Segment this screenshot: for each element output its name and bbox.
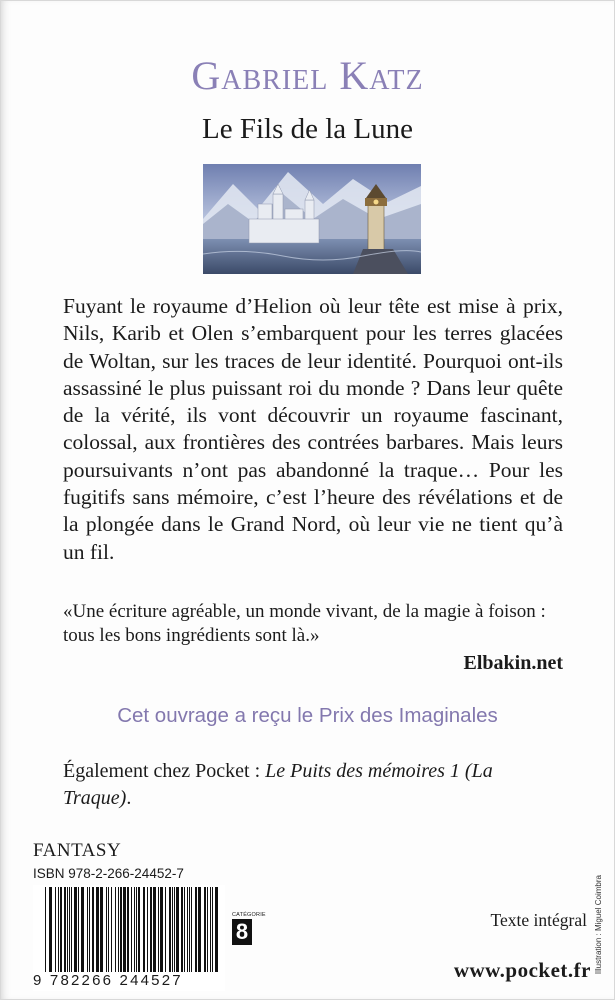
barcode-bar	[212, 887, 213, 973]
barcode-bar	[87, 887, 88, 973]
barcode-bar	[71, 887, 72, 973]
barcode-bar	[143, 887, 145, 973]
barcode-bar	[181, 887, 183, 973]
barcode-bar	[138, 887, 140, 973]
barcode-bar	[78, 887, 79, 973]
barcode-bar	[210, 887, 211, 973]
barcode-bar	[169, 887, 171, 973]
also-book-title: Le Puits des mémoires 1 (La Traque)	[63, 760, 493, 809]
barcode-bar	[89, 887, 90, 973]
isbn: ISBN 978-2-266-24452-7	[33, 866, 184, 881]
barcode-bar	[81, 887, 84, 973]
prize-notice: Cet ouvrage a reçu le Prix des Imaginales	[117, 704, 498, 727]
barcode-bar	[150, 887, 152, 973]
barcode-bar	[49, 887, 52, 973]
also-suffix: .	[126, 787, 132, 809]
cover-illustration	[203, 164, 421, 274]
review-quote: «Une écriture agréable, un monde vivant, de la magie à foison : tous les bons ingrédients sont là.»	[63, 601, 546, 646]
publisher-website[interactable]: www.pocket.fr	[453, 958, 591, 982]
barcode-bar	[127, 887, 129, 973]
review-source: Elbakin.net	[463, 652, 563, 674]
barcode-bar	[115, 887, 116, 973]
barcode-bar	[100, 887, 103, 973]
barcode-bar	[187, 887, 188, 973]
barcode-bar	[58, 887, 59, 973]
barcode-bar	[69, 887, 70, 973]
barcode-bar	[184, 887, 185, 973]
barcode-bar	[64, 887, 66, 973]
barcode-bar	[176, 887, 179, 973]
author-name: Gabriel Katz	[191, 53, 424, 98]
barcode-bar	[131, 887, 132, 973]
barcode-bar	[67, 887, 68, 973]
barcode-bar	[147, 887, 148, 973]
barcode-bar	[123, 887, 126, 973]
barcode-bar	[60, 887, 62, 973]
barcode-bar	[215, 887, 218, 973]
barcode-bar	[189, 887, 190, 973]
barcode-bar	[153, 887, 156, 973]
category-number: 8	[232, 919, 252, 945]
barcode-bar	[207, 887, 208, 973]
illustration-credit: Illustration : Miguel Coimbra	[594, 875, 603, 975]
barcode-bar	[120, 887, 122, 973]
barcode-bar	[158, 887, 159, 973]
genre-label: FANTASY	[33, 840, 122, 861]
barcode-bar	[198, 887, 201, 973]
barcode-bar	[92, 887, 94, 973]
edition-note: Texte intégral	[490, 910, 587, 930]
barcode-bar	[96, 887, 99, 973]
barcode-bar	[165, 887, 166, 973]
barcode-bar	[160, 887, 163, 973]
barcode-digits: 9 782266 244527	[33, 972, 225, 989]
barcode-bar	[118, 887, 119, 973]
also-available	[63, 758, 563, 812]
category-badge	[232, 912, 266, 945]
book-title: Le Fils de la Lune	[201, 113, 413, 145]
barcode-bar	[45, 887, 46, 973]
back-cover-blurb: Fuyant le royaume d’Helion où leur tête est mise à prix, Nils, Karib et Olen s’embarquent pour les terres glacées de Woltan, sur les traces de leur identité. Pourquoi ont-ils assassiné le plus puissant roi du monde ? Dans leur quête de la vérité, ils vont découvrir un royaume fascinant, colossal, aux frontières des contrées barbares. Mais leurs poursuivants n’ont pas abandonné la traque… Pour les fugitifs sans mémoire, c’est l’heure des révélations et de la plongée dans le Grand Nord, où leur vie ne tient qu’à un fil.	[63, 294, 563, 564]
barcode-bar	[74, 887, 77, 973]
barcode-bar	[172, 887, 173, 973]
barcode-bar	[134, 887, 135, 973]
barcode-bar	[174, 887, 175, 973]
barcode-bar	[195, 887, 197, 973]
barcode-bar	[108, 887, 109, 973]
also-prefix: Également chez Pocket :	[63, 760, 266, 782]
barcode-bar	[111, 887, 112, 973]
barcode	[33, 885, 225, 991]
category-label: CATÉGORIE	[232, 912, 266, 918]
barcode-bar	[204, 887, 206, 973]
barcode-bar	[55, 887, 56, 973]
barcode-bar	[136, 887, 137, 973]
barcode-bar	[106, 887, 107, 973]
barcode-bar	[191, 887, 192, 973]
